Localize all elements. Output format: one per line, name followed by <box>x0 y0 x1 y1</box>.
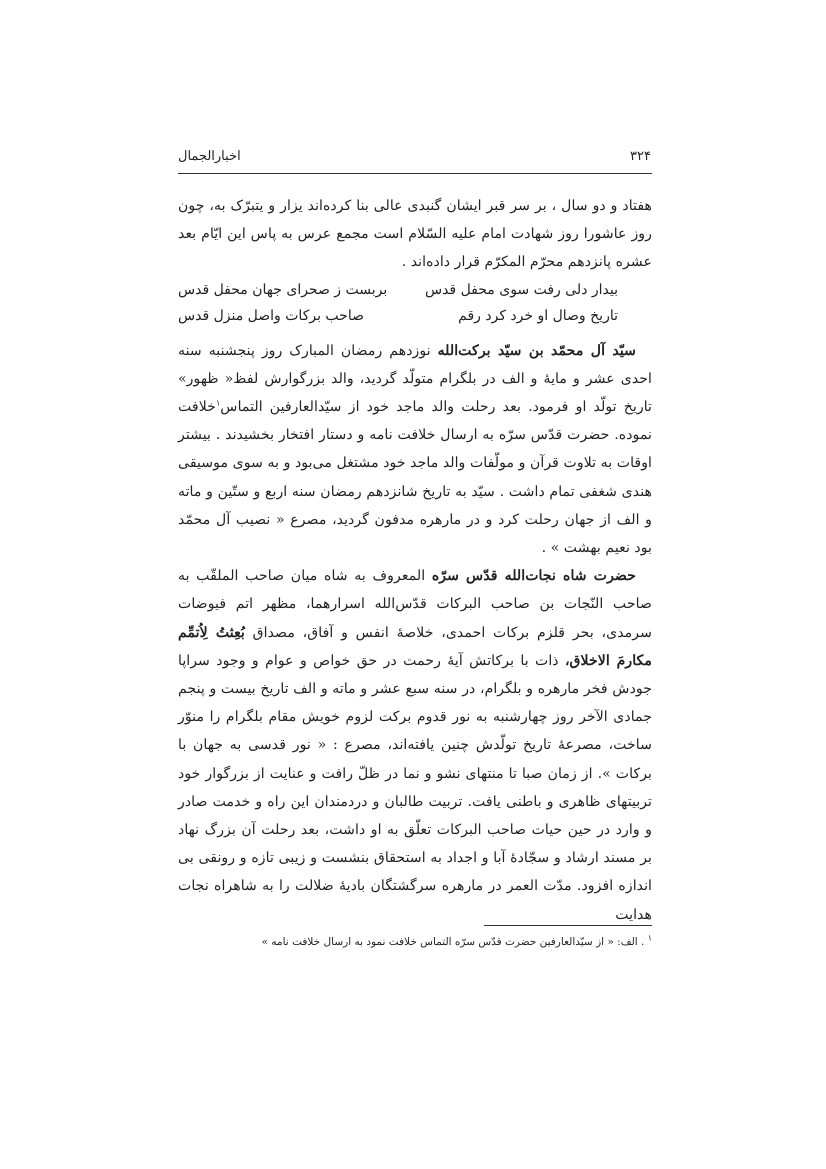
paragraph-text: ذات با برکاتش آیهٔ رحمت در حق خواص و عوام و وجود سراپا جودش فخر مارهره و بلگرام، در سنه سبع عشر و ماته و الف تاریخ بیست و پنجم جمادی الآخر روز چهارشنبه به نور قدوم برکت لزوم خویش مقام بلگرام را منوّر ساخت، مصرعهٔ تاریخ تولّدش چنین یافته‌اند، مصرع : « نور قدسی به جهان با برکات ». از زمان صبا تا منتهای نشو و نما در ظلّ رافت و عنایت از بزرگوار خود تربیتهای ظاهری و باطنی یافت. تربیت طالبان و دردمندان این راه و خدمت صادر و وارد در حین حیات صاحب البرکات تعلّق به او داشت، بعد رحلت آن بزرگ نهاد بر مسند ارشاد و سجّادهٔ آبا و اجداد به استحقاق بنشست و زیبی تازه و رونقی بی اندازه افزود. مدّت العمر در مارهره سرگشتگان بادیهٔ ضلالت را به شاهراه نجات هدایت <box>178 652 652 923</box>
footnote <box>230 934 652 950</box>
verse-line-2 <box>178 303 618 329</box>
page-header <box>178 149 651 171</box>
header-rule <box>178 173 652 174</box>
hadith-quote: بُعِثتُ لِاُتمِّم مکارمَ الاخلاق، <box>178 624 652 669</box>
paragraph-shah-najatullah <box>178 562 652 929</box>
verse-hemistich: بیدار دلی رفت سوی محفل قدس <box>424 281 618 298</box>
verse-hemistich: بربست ز صحرای جهان محفل قدس <box>178 281 388 298</box>
verse-block <box>178 277 618 329</box>
intro-paragraph: هفتاد و دو سال ، بر سر قبر ایشان گنبدی عالی بنا کرده‌اند یزار و یتبرّک به، چون روز عاشورا روز شهادت امام علیه السّلام است مجمع عرس به پاس این ایّام بعد عشره پانزدهم محرّم المکرّم قرار داده‌اند . <box>178 198 652 271</box>
footnote-reference[interactable]: ۱ <box>215 398 221 408</box>
section-heading: سیّد آل محمّد بن سیّد برکت‌الله <box>437 342 636 359</box>
footnote-rule <box>484 925 652 926</box>
verse-line-1 <box>178 277 618 303</box>
paragraph-text: المعروف به شاه میان صاحب الملقّب به صاحب النّجات بن صاحب البرکات قدّس‌الله اسرارهما، مظهر اتم فیوضات سرمدی، بحر قلزم برکات احمدی، خلاصهٔ انفس و آفاق، مصداق <box>178 568 652 641</box>
paragraph-syed-al-muhammad <box>178 337 652 563</box>
paragraph-text: خلافت نموده. حضرت قدّس سرّه به ارسال خلافت نامه و دستار افتخار بخشیدند . بیشتر اوقات به تلاوت قرآن و مولّفات والد ماجد خود مشتغل می‌بود و به سوی موسیقی هندی شغفی تمام داشت . سیّد به تاریخ شانزدهم رمضان سنه اربع و ستّین و ماته و الف از جهان رحلت کرد و در مارهره مدفون گردید، مصرع « نصیب آل محمّد بود نعیم بهشت » . <box>178 399 652 557</box>
page-number: ۳۲۴ <box>630 149 651 164</box>
footnote-text: . الف: « از سیّدالعارفین حضرت قدّس سرّه التماس خلافت نمود به ارسال خلافت نامه » <box>261 936 648 948</box>
verse-hemistich: صاحب برکات واصل منزل قدس <box>178 307 364 324</box>
verse-hemistich: تاریخ وصال او خرد کرد رقم <box>458 307 618 324</box>
section-heading: حضرت شاه نجات‌الله قدّس سرّه <box>431 568 636 585</box>
body-text <box>178 192 652 929</box>
running-title: اخبارالجمال <box>178 149 241 164</box>
paragraph-text: نوزدهم رمضان المبارک روز پنجشنبه سنه احدی عشر و مایهٔ و الف در بلگرام متولّد گردید، والد بزرگوارش لفظ« ظهور» تاریخ تولّد او فرمود. بعد رحلت والد ماجد خود از سیّدالعارفین التماس <box>178 342 652 416</box>
footnote-marker: ۱ <box>647 933 652 943</box>
